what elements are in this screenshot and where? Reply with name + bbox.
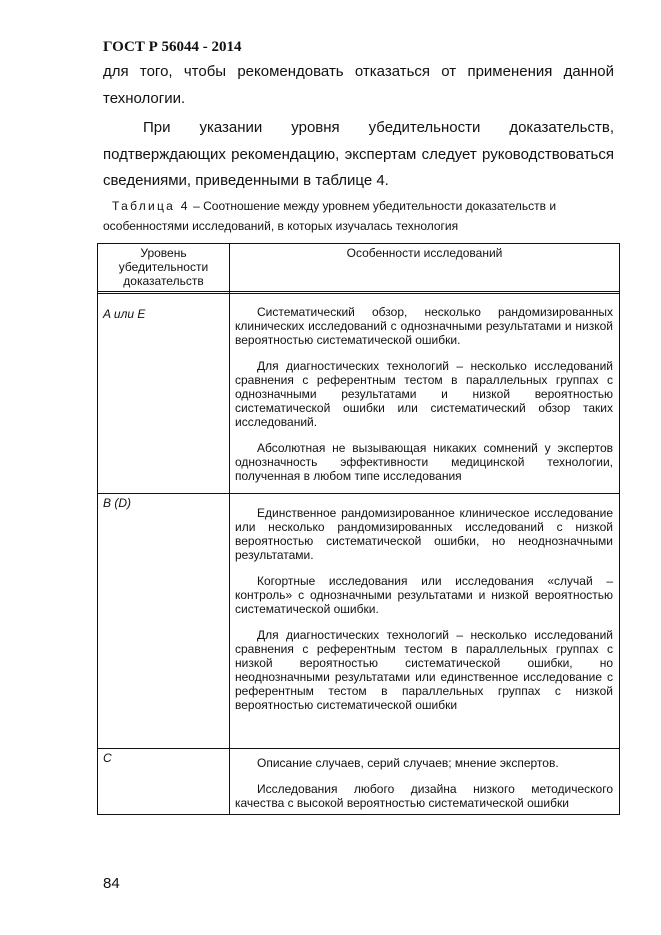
header-divider [98,291,619,294]
feature-text: Описание случаев, серий случаев; мнение экспертов. [257,756,559,770]
level-b-d: B (D) [103,496,131,510]
table-caption [103,196,614,236]
row-divider [98,493,619,494]
header-features: Особенности исследований [346,246,503,260]
feature-text: Единственное рандомизированное клиническое исследование или несколько рандомизированных исследований с низкой вероятностью систематической ошибки, но неоднозначными результатами. [235,506,613,562]
feature-text: Для диагностических технологий – несколько исследований сравнения с референтным тестом в параллельных группах с однозначными результатами и низкой вероятностью систематической ошибки или систематический обзор таких исследований. [235,359,613,429]
feature-text: Систематический обзор, несколько рандомизированных клинических исследований с однозначными результатами и низкой вероятностью систематической ошибки. [235,305,613,347]
document-header: ГОСТ Р 56044 - 2014 [103,39,242,55]
row-divider [98,748,619,749]
feature-text: Для диагностических технологий – несколько исследований сравнения с референтным тестом в параллельных группах с низкой вероятностью систематической ошибки, но неоднозначными результатами или единственное исследование с референтным тестом в параллельных группах с низкой вероятностью систематической ошибки [235,628,613,712]
page-number: 84 [103,875,120,892]
evidence-table [97,243,620,815]
body-paragraph-2: При указании уровня убедительности доказательств, подтверждающих рекомендацию, экспертам следует руководствоваться сведениями, приведенными в таблице 4. [103,119,614,189]
column-divider [229,244,230,814]
feature-text: Абсолютная не вызывающая никаких сомнений у экспертов однозначность эффективности медицинской технологии, полученная в любом типе исследования [235,441,613,483]
feature-text: Исследования любого дизайна низкого методического качества с высокой вероятностью систематической ошибки [235,782,613,810]
table-caption-label: Таблица 4 [112,199,190,213]
body-paragraph-1: для того, чтобы рекомендовать отказаться от применения данной технологии. [103,63,614,107]
feature-text: Когортные исследования или исследования «случай – контроль» с однозначными результатами и низкой вероятностью систематической ошибки. [235,574,613,616]
features-c [235,756,613,810]
features-b-d [235,506,613,712]
level-a-e: A или E [103,307,146,321]
level-c: C [103,751,112,765]
table-caption-text: – Соотношение между уровнем убедительности доказательств и особенностями исследований, в которых изучалась технология [103,199,557,233]
header-level: Уровень убедительности доказательств [118,246,209,288]
features-a-e [235,305,613,483]
